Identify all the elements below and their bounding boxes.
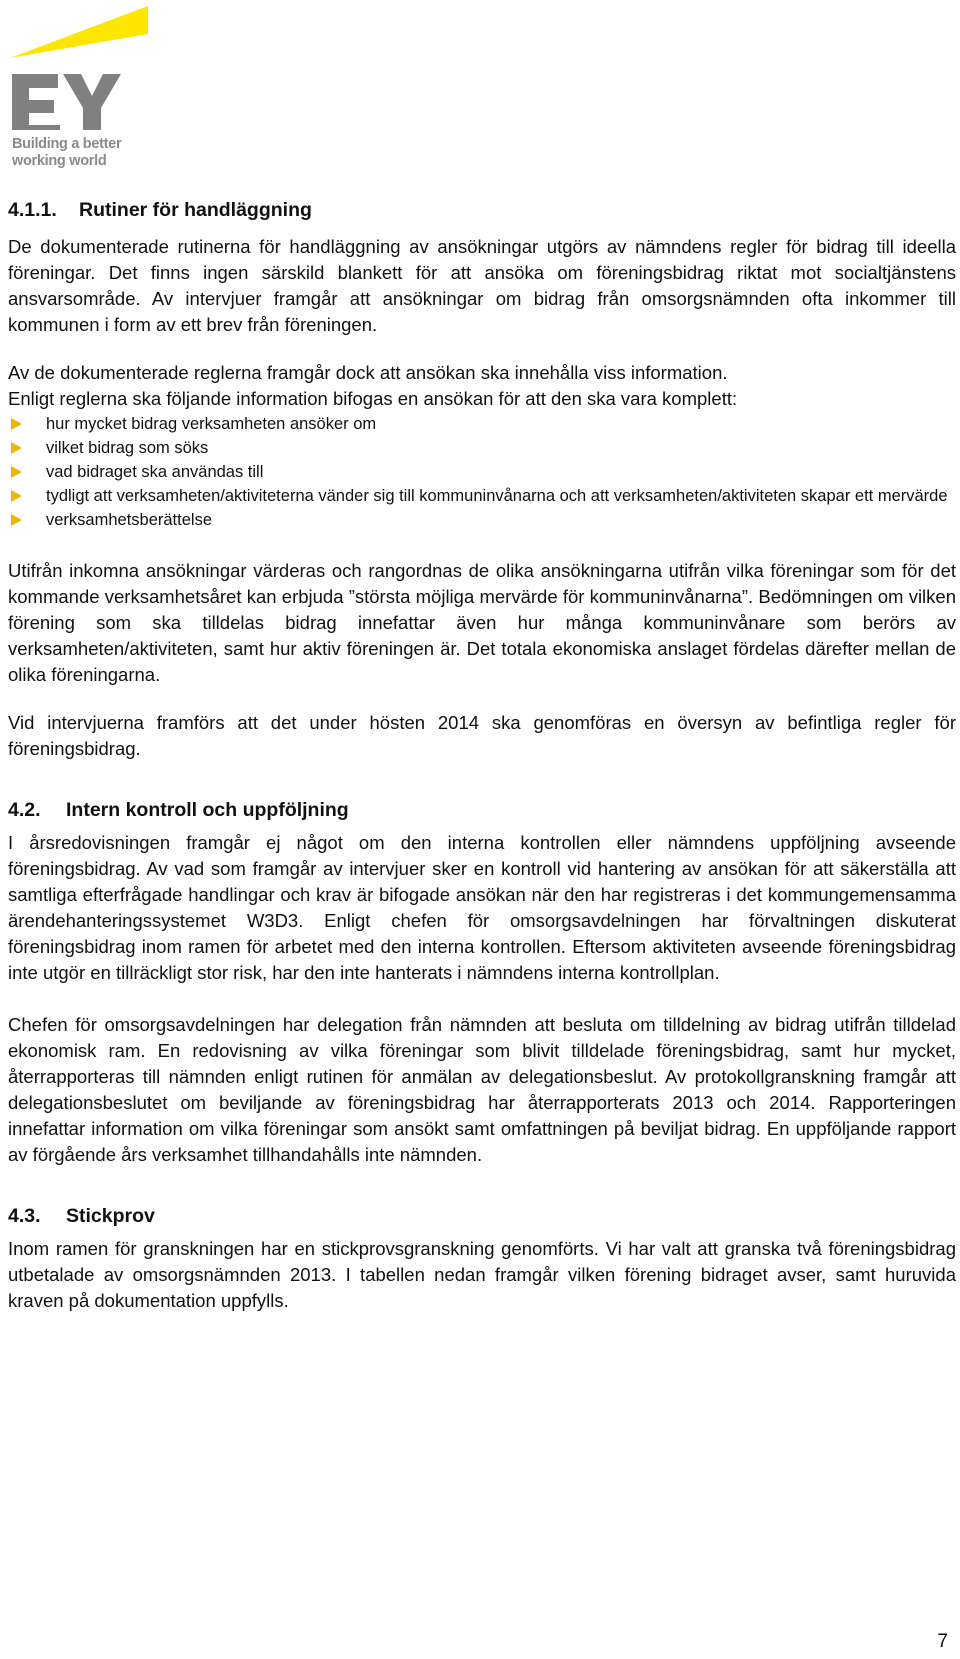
paragraph: Vid intervjuerna framförs att det under hösten 2014 ska genomföras en översyn av befintliga regler för föreningsbidrag. <box>8 712 956 759</box>
paragraph-line: Enligt reglerna ska följande information bifogas en ansökan för att den ska vara komplett: <box>8 388 738 409</box>
logo-tagline-line2: working world <box>12 153 107 169</box>
paragraph-line: Av de dokumenterade reglerna framgår dock att ansökan ska innehålla viss information. <box>8 362 728 383</box>
bullet-arrow-icon <box>11 442 22 454</box>
list-item <box>8 484 956 508</box>
list-item-text: verksamhetsberättelse <box>46 511 212 529</box>
section-title: Intern kontroll och uppföljning <box>66 799 349 821</box>
list-item-text: hur mycket bidrag verksamheten ansöker om <box>46 415 377 433</box>
bullet-arrow-icon <box>11 466 22 478</box>
paragraph: De dokumenterade rutinerna för handläggning av ansökningar utgörs av nämndens regler för bidrag till ideella föreningar. Det finns ingen särskild blankett för att ansöka om föreningsbidrag riktat mot socialtjänstens ansvarsområde. Av intervjuer framgår att ansökningar om bidrag från omsorgsnämnden ofta inkommer till kommunen i form av ett brev från föreningen. <box>8 236 956 335</box>
list-item-text: tydligt att verksamheten/aktiviteterna vänder sig till kommuninvånarna och att verksamheten/aktiviteten skapar ett mervärde <box>46 487 948 505</box>
list-item <box>8 412 956 436</box>
section-title: Stickprov <box>66 1205 155 1227</box>
paragraph: I årsredovisningen framgår ej något om den interna kontrollen eller nämndens uppföljning avseende föreningsbidrag. Av vad som framgår av intervjuer sker en kontroll vid hantering av ansökan för att säkerställa att samtliga efterfrågade handlingar och krav är bifogade ansökan när den har registreras i det kommungemensamma ärendehanteringssystemet W3D3. Enligt chefen för omsorgsavdelningen har förvaltningen diskuterat föreningsbidrag inom ramen för arbetet med den interna kontrollen. Eftersom aktiviteten avseende föreningsbidrag inte utgör en tillräckligt stor risk, har den inte hanterats i nämndens interna kontrollplan. <box>8 832 956 983</box>
section-number: 4.2. <box>8 799 41 821</box>
paragraph: Utifrån inkomna ansökningar värderas och rangordnas de olika ansökningarna utifrån vilka föreningar som för det kommande verksamhetsåret kan erbjuda ”största möjliga mervärde för kommuninvånarna”. Bedömningen om vilken förening som ska tilldelas bidrag innefattar även hur många kommuninvånare som berörs av verksamheten/aktiviteten, samt hur aktiv föreningen är. Det totala ekonomiska anslaget fördelas därefter mellan de olika föreningarna. <box>8 560 956 685</box>
list-item-text: vad bidraget ska användas till <box>46 463 264 481</box>
paragraph <box>8 360 956 412</box>
paragraph: Chefen för omsorgsavdelningen har delegation från nämnden att besluta om tilldelning av bidrag utifrån tilldelad ekonomisk ram. En redovisning av vilka föreningar som blivit tilldelade föreningsbidrag, samt hur mycket, återrapporteras till nämnden enligt rutinen för anmälan av delegationsbeslut. Av protokollgranskning framgår att delegationsbeslutet om beviljande av föreningsbidrag har återrapporterats 2013 och 2014. Rapporteringen innefattar information om vilka föreningar som ansökt samt omfattningen på beviljat bidrag. En uppföljande rapport av förgående års verksamhet tillhandahålls inte nämnden. <box>8 1014 956 1165</box>
logo-tagline <box>12 136 121 170</box>
section-heading-4-3 <box>8 1202 956 1230</box>
section-heading-4-2 <box>8 796 956 824</box>
bullet-arrow-icon <box>11 514 22 526</box>
ey-logo-icon <box>8 4 158 134</box>
paragraph: Inom ramen för granskningen har en stickprovsgranskning genomförts. Vi har valt att granska två föreningsbidrag utbetalade av omsorgsnämnden 2013. I tabellen nedan framgår vilken förening bidraget avser, samt huruvida kraven på dokumentation uppfylls. <box>8 1238 956 1311</box>
ey-logo <box>8 4 158 174</box>
section-title: Rutiner för handläggning <box>79 199 312 221</box>
bullet-arrow-icon <box>11 418 22 430</box>
section-number: 4.3. <box>8 1205 41 1227</box>
document-body <box>8 196 956 1314</box>
list-item <box>8 460 956 484</box>
list-item-text: vilket bidrag som söks <box>46 439 209 457</box>
logo-tagline-line1: Building a better <box>12 136 122 152</box>
section-number: 4.1.1. <box>8 199 57 221</box>
page-number: 7 <box>937 1631 948 1652</box>
requirements-list <box>8 412 956 532</box>
list-item <box>8 436 956 460</box>
bullet-arrow-icon <box>11 490 22 502</box>
section-heading-4-1-1 <box>8 196 956 224</box>
list-item <box>8 508 956 532</box>
